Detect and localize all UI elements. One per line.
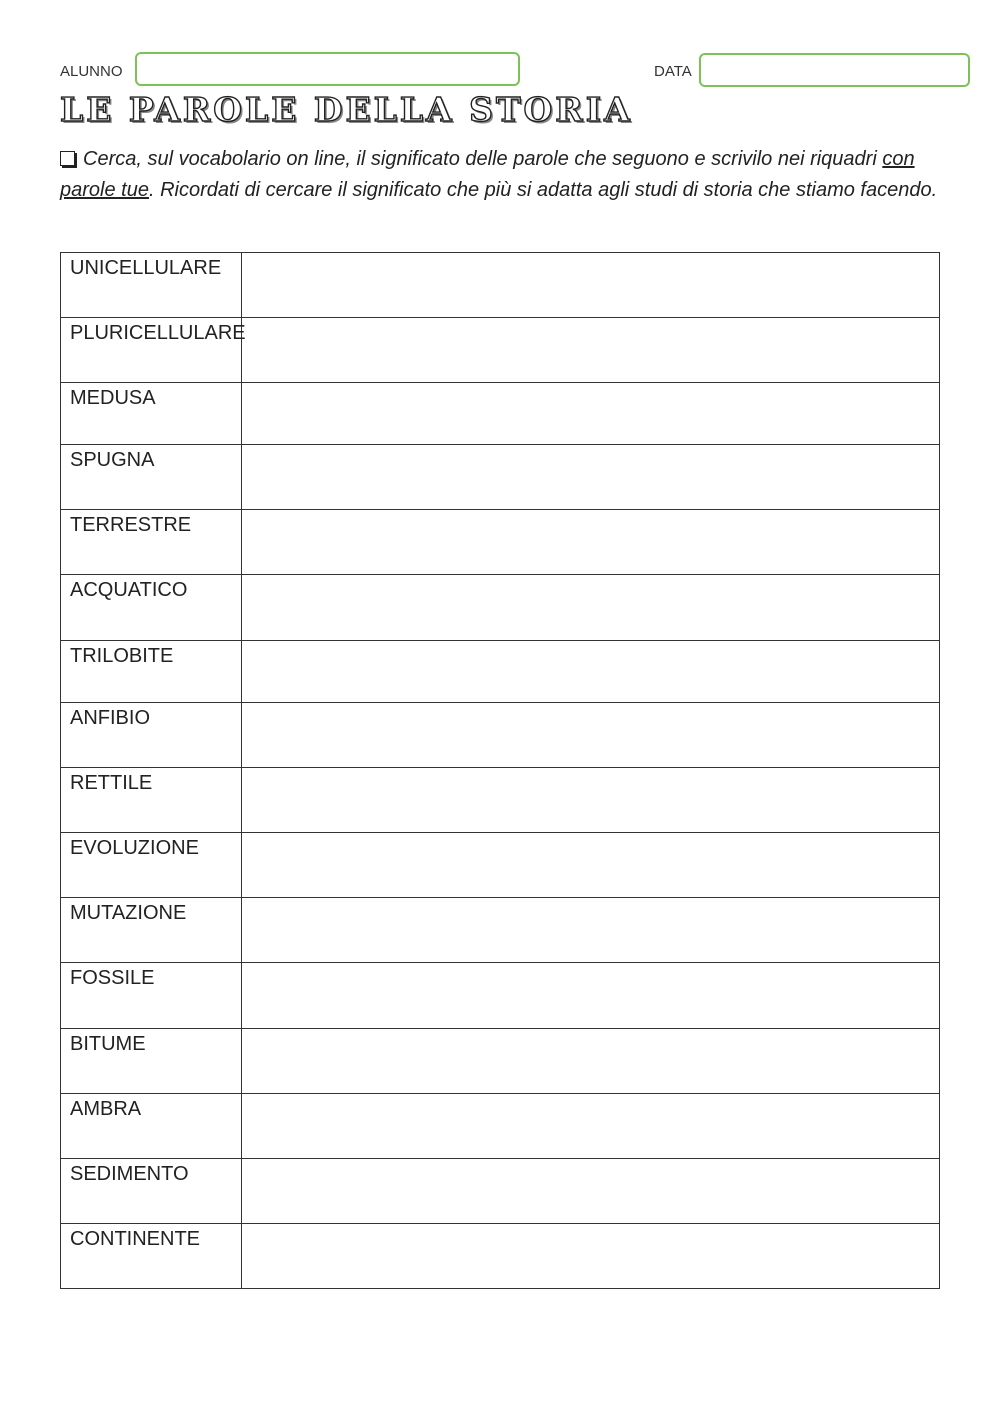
table-row bbox=[61, 445, 940, 510]
answer-cell[interactable] bbox=[242, 703, 940, 768]
answer-cell[interactable] bbox=[242, 768, 940, 833]
instructions-text-part1: Cerca, sul vocabolario on line, il significato delle parole che seguono e scrivilo nei riquadri bbox=[83, 148, 883, 170]
table-row bbox=[61, 1029, 940, 1094]
table-row bbox=[61, 318, 940, 383]
table-row bbox=[61, 703, 940, 768]
word-cell: BITUME bbox=[61, 1029, 242, 1094]
word-cell: MUTAZIONE bbox=[61, 898, 242, 963]
date-label: DATA bbox=[654, 63, 692, 80]
table-row bbox=[61, 1159, 940, 1224]
table-row bbox=[61, 833, 940, 898]
answer-cell[interactable] bbox=[242, 641, 940, 703]
table-row bbox=[61, 383, 940, 445]
date-field[interactable] bbox=[699, 53, 970, 87]
word-cell: PLURICELLULARE bbox=[61, 318, 242, 383]
vocabulary-table bbox=[60, 252, 940, 1289]
table-row bbox=[61, 963, 940, 1029]
table-row bbox=[61, 898, 940, 963]
table-row bbox=[61, 1094, 940, 1159]
word-cell: UNICELLULARE bbox=[61, 253, 242, 318]
answer-cell[interactable] bbox=[242, 253, 940, 318]
word-cell: RETTILE bbox=[61, 768, 242, 833]
table-row bbox=[61, 510, 940, 575]
word-cell: ANFIBIO bbox=[61, 703, 242, 768]
table-row bbox=[61, 575, 940, 641]
word-cell: MEDUSA bbox=[61, 383, 242, 445]
instructions-underlined: con parole tue bbox=[60, 148, 915, 201]
word-cell: TRILOBITE bbox=[61, 641, 242, 703]
word-cell: SPUGNA bbox=[61, 445, 242, 510]
student-name-field[interactable] bbox=[135, 52, 520, 86]
answer-cell[interactable] bbox=[242, 1029, 940, 1094]
answer-cell[interactable] bbox=[242, 1224, 940, 1289]
table-row bbox=[61, 641, 940, 703]
answer-cell[interactable] bbox=[242, 898, 940, 963]
answer-cell[interactable] bbox=[242, 1094, 940, 1159]
answer-cell[interactable] bbox=[242, 833, 940, 898]
word-cell: FOSSILE bbox=[61, 963, 242, 1029]
word-cell: EVOLUZIONE bbox=[61, 833, 242, 898]
instructions-text-part2: . Ricordati di cercare il significato che più si adatta agli studi di storia che stiamo facendo. bbox=[148, 179, 938, 201]
word-cell: AMBRA bbox=[61, 1094, 242, 1159]
student-label: ALUNNO bbox=[60, 63, 123, 80]
answer-cell[interactable] bbox=[242, 445, 940, 510]
instructions bbox=[60, 144, 950, 206]
word-cell: ACQUATICO bbox=[61, 575, 242, 641]
word-cell: TERRESTRE bbox=[61, 510, 242, 575]
page-title: LE PAROLE DELLA STORIA bbox=[60, 90, 633, 129]
table-row bbox=[61, 768, 940, 833]
answer-cell[interactable] bbox=[242, 383, 940, 445]
answer-cell[interactable] bbox=[242, 318, 940, 383]
answer-cell[interactable] bbox=[242, 575, 940, 641]
answer-cell[interactable] bbox=[242, 963, 940, 1029]
answer-cell[interactable] bbox=[242, 1159, 940, 1224]
table-row bbox=[61, 253, 940, 318]
word-cell: CONTINENTE bbox=[61, 1224, 242, 1289]
checkbox-icon bbox=[60, 151, 75, 166]
table-row bbox=[61, 1224, 940, 1289]
answer-cell[interactable] bbox=[242, 510, 940, 575]
word-cell: SEDIMENTO bbox=[61, 1159, 242, 1224]
